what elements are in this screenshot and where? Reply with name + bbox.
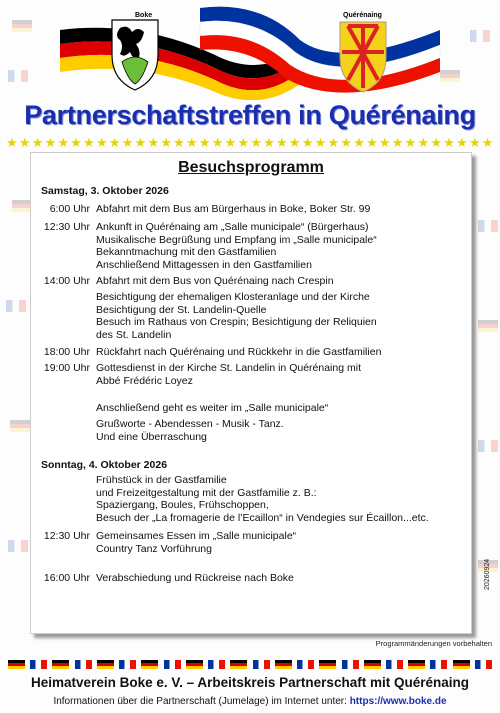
header-logo-banner bbox=[0, 0, 500, 100]
french-flag-icon bbox=[119, 660, 136, 669]
schedule-line: Und eine Überraschung bbox=[96, 430, 207, 443]
program-card bbox=[30, 152, 472, 634]
schedule-line: und Freizeitgestaltung mit der Gastfamilie z. B.: bbox=[96, 486, 317, 499]
star-divider bbox=[6, 135, 494, 151]
schedule-line: Abbé Frédéric Loyez bbox=[96, 374, 193, 387]
french-flag-icon bbox=[430, 660, 447, 669]
french-flag-icon bbox=[475, 660, 492, 669]
star-icon: ★ bbox=[404, 135, 417, 150]
star-icon: ★ bbox=[417, 135, 430, 150]
schedule-line: Frühstück in der Gastfamilie bbox=[96, 474, 227, 486]
star-icon: ★ bbox=[481, 135, 494, 150]
schedule-line: Abfahrt mit dem Bus am Bürgerhaus in Boke, Boker Str. 99 bbox=[96, 203, 371, 215]
star-icon: ★ bbox=[211, 135, 224, 150]
star-icon: ★ bbox=[276, 135, 288, 150]
schedule-description bbox=[96, 474, 456, 524]
star-icon: ★ bbox=[378, 135, 391, 150]
star-icon: ★ bbox=[430, 135, 443, 150]
program-heading: Besuchsprogramm bbox=[178, 159, 324, 176]
schedule-line: Abfahrt mit dem Bus von Quérénaing nach Crespin bbox=[96, 275, 334, 287]
schedule-description bbox=[96, 346, 456, 359]
schedule-line: Besichtigung der ehemaligen Klosteranlage und der Kirche bbox=[96, 291, 370, 303]
star-icon: ★ bbox=[186, 135, 198, 150]
german-flag-icon bbox=[364, 660, 381, 669]
schedule-line: Anschließend Mittagessen in den Gastfamilien bbox=[96, 258, 312, 271]
schedule-line: Gottesdienst in der Kirche St. Landelin in Quérénaing mit bbox=[96, 362, 361, 374]
star-icon: ★ bbox=[134, 135, 147, 150]
star-icon: ★ bbox=[18, 135, 31, 150]
schedule-line: Spaziergang, Boules, Frühschoppen, bbox=[96, 499, 269, 511]
star-icon: ★ bbox=[173, 135, 185, 150]
star-icon: ★ bbox=[263, 135, 275, 150]
crest-left-label: Boke bbox=[135, 12, 153, 19]
schedule-line: Ankunft in Quérénaing am „Salle municipale“ (Bürgerhaus) bbox=[96, 221, 369, 233]
schedule-line: Verabschiedung und Rückreise nach Boke bbox=[96, 572, 294, 584]
french-flag-icon bbox=[386, 660, 403, 669]
star-icon: ★ bbox=[288, 135, 301, 150]
schedule-description bbox=[96, 203, 456, 216]
star-icon: ★ bbox=[31, 135, 44, 150]
star-icon: ★ bbox=[70, 135, 82, 150]
schedule-description bbox=[96, 572, 456, 585]
german-flag-icon bbox=[8, 660, 25, 669]
schedule-line: Country Tanz Vorführung bbox=[96, 542, 212, 555]
star-icon: ★ bbox=[443, 135, 455, 150]
schedule-line: Rückfahrt nach Quérénaing und Rückkehr in die Gastfamilien bbox=[96, 346, 382, 358]
french-flag-icon bbox=[75, 660, 92, 669]
schedule-line: Gemeinsames Essen im „Salle municipale“ bbox=[96, 530, 297, 542]
schedule-line: Bekanntmachung mit den Gastfamilien bbox=[96, 246, 277, 258]
schedule-time: 6:00 Uhr bbox=[49, 203, 90, 215]
star-icon: ★ bbox=[108, 135, 121, 150]
footer-flag-strip bbox=[0, 660, 500, 670]
star-icon: ★ bbox=[327, 135, 340, 150]
german-flag-icon bbox=[186, 660, 203, 669]
footer-info-text: Informationen über die Partnerschaft (Jumelage) im Internet unter: bbox=[53, 696, 347, 707]
schedule-line: Grußworte - Abendessen - Musik - Tanz. bbox=[96, 418, 284, 430]
star-icon: ★ bbox=[340, 135, 352, 150]
star-icon: ★ bbox=[237, 135, 250, 150]
schedule-line: des St. Landelin bbox=[96, 328, 172, 341]
french-flag-icon bbox=[208, 660, 225, 669]
footer-organisation: Heimatverein Boke e. V. – Arbeitskreis Partnerschaft mit Quérénaing bbox=[31, 675, 469, 690]
schedule-time: 19:00 Uhr bbox=[43, 362, 90, 374]
star-icon: ★ bbox=[83, 135, 95, 150]
schedule-line: Musikalische Begrüßung und Empfang im „Salle municipale“ bbox=[96, 233, 377, 246]
footer-info bbox=[0, 696, 500, 707]
schedule-time: 12:30 Uhr bbox=[43, 530, 90, 542]
schedule-line: Besuch im Rathaus von Crespin; Besichtigung der Reliquien bbox=[96, 316, 377, 328]
website-link[interactable]: https://www.boke.de bbox=[349, 696, 447, 707]
star-icon: ★ bbox=[6, 135, 18, 150]
german-flag-icon bbox=[453, 660, 470, 669]
schedule-description bbox=[96, 275, 456, 288]
star-icon: ★ bbox=[301, 135, 314, 150]
schedule-description bbox=[96, 291, 456, 341]
star-icon: ★ bbox=[456, 135, 468, 150]
star-icon: ★ bbox=[121, 135, 134, 150]
german-flag-icon bbox=[275, 660, 292, 669]
german-flag-icon bbox=[52, 660, 69, 669]
star-icon: ★ bbox=[391, 135, 404, 150]
star-icon: ★ bbox=[468, 135, 481, 150]
german-flag-icon bbox=[408, 660, 425, 669]
french-flag-icon bbox=[253, 660, 270, 669]
schedule-line: Besuch der „La fromagerie de l’Ecaillon“ in Vendegies sur Écaillon...etc. bbox=[96, 511, 429, 524]
schedule-description bbox=[96, 530, 456, 555]
star-icon: ★ bbox=[160, 135, 172, 150]
schedule-time: 18:00 Uhr bbox=[43, 346, 90, 358]
day-heading-saturday: Samstag, 3. Oktober 2026 bbox=[41, 185, 169, 197]
german-flag-icon bbox=[97, 660, 114, 669]
schedule-description bbox=[96, 221, 456, 271]
schedule-time: 12:30 Uhr bbox=[43, 221, 90, 233]
german-flag-icon bbox=[230, 660, 247, 669]
french-flag-icon bbox=[342, 660, 359, 669]
star-icon: ★ bbox=[353, 135, 365, 150]
schedule-time: 14:00 Uhr bbox=[43, 275, 90, 287]
star-icon: ★ bbox=[198, 135, 211, 150]
page-title: Partnerschaftstreffen in Quérénaing bbox=[24, 100, 476, 130]
french-flag-icon bbox=[297, 660, 314, 669]
schedule-description bbox=[96, 362, 456, 387]
french-flag-icon bbox=[30, 660, 47, 669]
document-code: 20260924 bbox=[484, 558, 491, 590]
schedule-time: 16:00 Uhr bbox=[43, 572, 90, 584]
german-flag-icon bbox=[141, 660, 158, 669]
german-flag-icon bbox=[319, 660, 336, 669]
star-icon: ★ bbox=[96, 135, 108, 150]
star-icon: ★ bbox=[44, 135, 57, 150]
star-icon: ★ bbox=[224, 135, 237, 150]
star-icon: ★ bbox=[57, 135, 70, 150]
schedule-line: Anschließend geht es weiter im „Salle municipale“ bbox=[96, 402, 329, 414]
crest-right-label: Quérénaing bbox=[343, 12, 382, 19]
french-flag-icon bbox=[164, 660, 181, 669]
star-icon: ★ bbox=[250, 135, 262, 150]
schedule-description bbox=[96, 402, 456, 415]
day-heading-sunday: Sonntag, 4. Oktober 2026 bbox=[41, 459, 168, 471]
schedule-line: Besichtigung der St. Landelin-Quelle bbox=[96, 303, 267, 316]
star-icon: ★ bbox=[147, 135, 160, 150]
changes-reserved-note: Programmänderungen vorbehalten bbox=[375, 639, 492, 648]
star-icon: ★ bbox=[314, 135, 327, 150]
schedule-description bbox=[96, 418, 456, 443]
star-icon: ★ bbox=[366, 135, 378, 150]
